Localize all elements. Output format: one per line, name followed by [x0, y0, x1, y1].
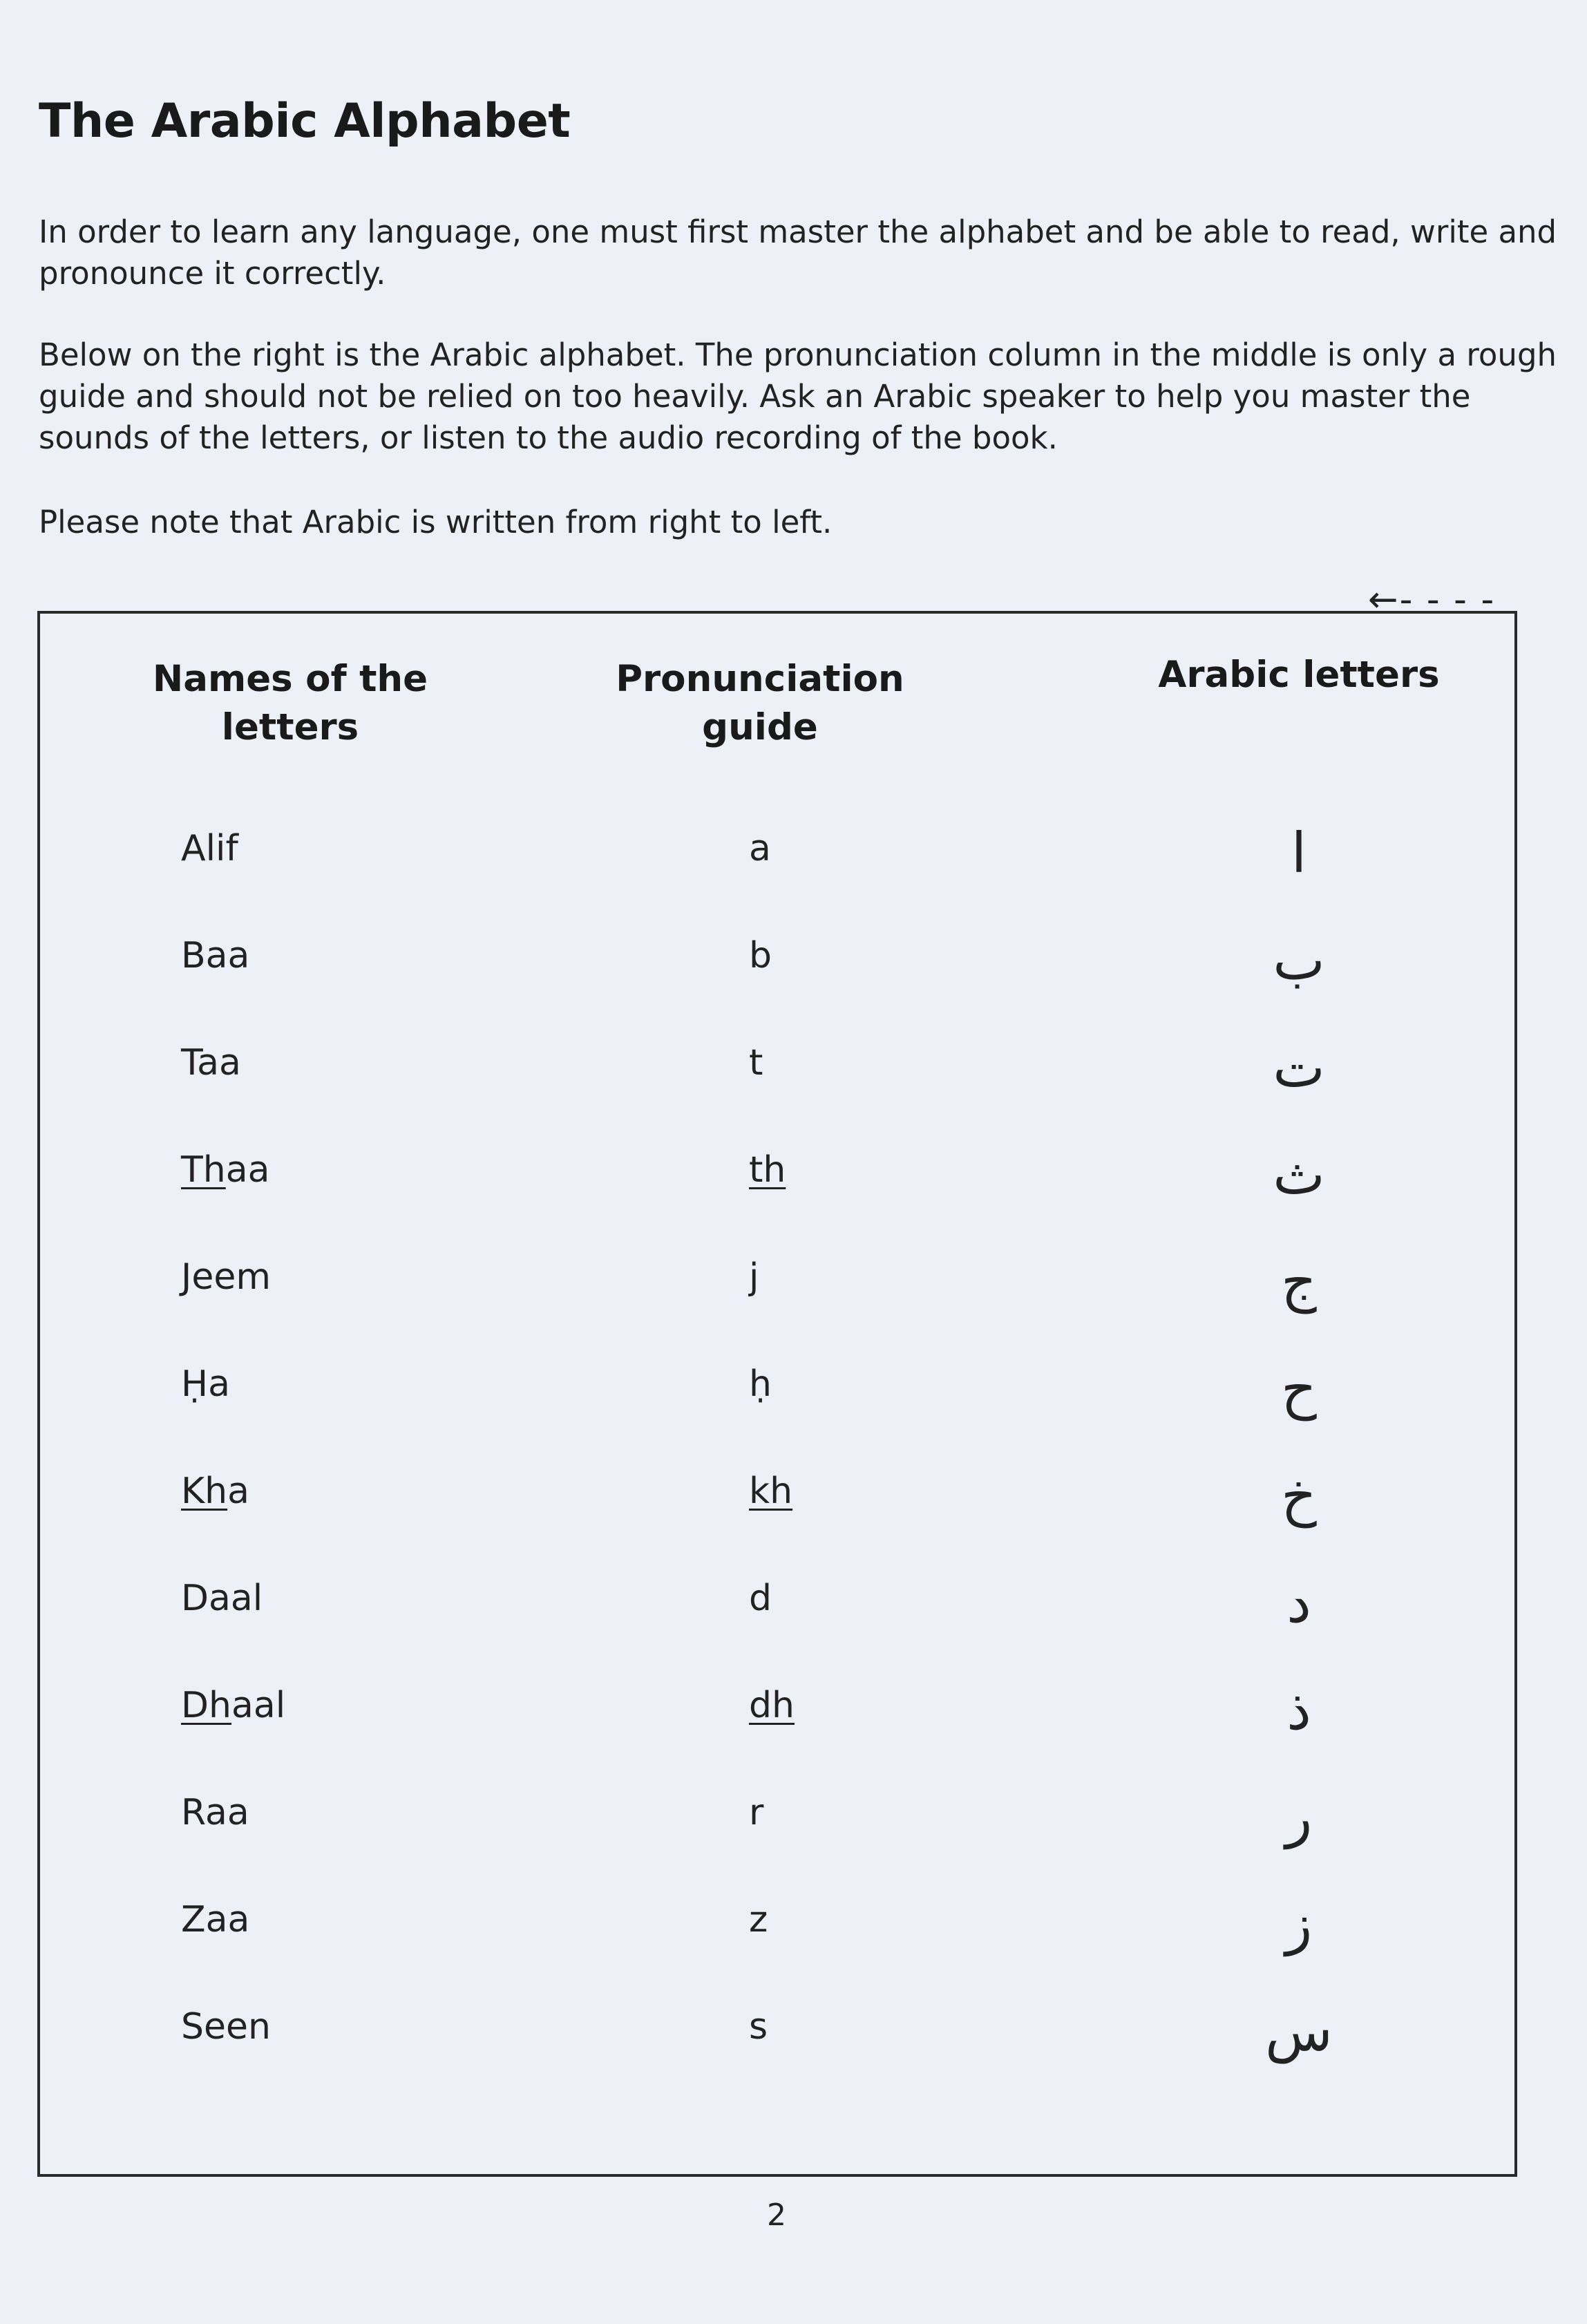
pronunciation-note-paragraph: Below on the right is the Arabic alphabet. The pronunciation column in the middle is only a rough guide and should not be relied on too heavily. Ask an Arabic speaker to help you master the sounds of the letters, or listen to the audio recording of the book.: [39, 337, 1557, 456]
letter-name: Raa: [181, 1792, 249, 1833]
pronunciation: j: [749, 1256, 759, 1298]
pronunciation: ḥ: [749, 1363, 772, 1405]
letter-name: Baa: [181, 935, 250, 976]
arabic-letter: ذ: [1286, 1678, 1311, 1742]
arabic-letter: ت: [1273, 1035, 1325, 1099]
letter-name: Seen: [181, 2006, 271, 2048]
pronunciation: a: [749, 828, 771, 869]
pronunciation: d: [749, 1578, 772, 1619]
arabic-letter: ا: [1291, 821, 1307, 885]
letter-name: Daal: [181, 1578, 263, 1619]
arabic-letter: ر: [1285, 1785, 1313, 1849]
pronunciation: r: [749, 1792, 764, 1833]
pronunciation: b: [749, 935, 772, 976]
arabic-letter: د: [1286, 1571, 1311, 1635]
header-pronunciation: Pronunciation guide: [616, 658, 904, 748]
direction-note-paragraph: Please note that Arabic is written from right to left.: [39, 504, 833, 540]
arabic-letter: ب: [1273, 928, 1325, 992]
page-title: The Arabic Alphabet: [39, 94, 571, 149]
letter-name: Taa: [181, 1042, 241, 1084]
arabic-letter: ث: [1273, 1142, 1325, 1207]
page-number: 2: [767, 2198, 786, 2233]
pronunciation: th: [749, 1149, 786, 1191]
intro-paragraph: In order to learn any language, one must first master the alphabet and be able to read, write and pronounce it correctly.: [39, 214, 1557, 292]
letter-name: Alif: [181, 828, 238, 869]
pronunciation: s: [749, 2006, 768, 2048]
header-arabic-letters: Arabic letters: [1158, 654, 1440, 696]
arabic-letter: خ: [1281, 1464, 1317, 1528]
pronunciation: dh: [749, 1685, 795, 1726]
header-names: Names of the letters: [152, 658, 428, 748]
right-to-left-arrow-icon: ←- - - -: [1368, 579, 1496, 621]
letter-name: Ḥa: [181, 1363, 230, 1405]
letter-name: Dhaal: [181, 1685, 286, 1726]
arabic-letter: س: [1265, 1999, 1333, 2063]
letter-name: Kha: [181, 1471, 249, 1512]
pronunciation: kh: [749, 1471, 793, 1512]
pronunciation: z: [749, 1899, 768, 1940]
letter-name: Zaa: [181, 1899, 250, 1940]
arabic-letter: ح: [1281, 1357, 1317, 1421]
letter-name: Thaa: [181, 1149, 270, 1191]
arabic-letter: ج: [1281, 1249, 1317, 1314]
letter-name: Jeem: [181, 1256, 271, 1298]
arabic-letter: ز: [1285, 1892, 1313, 1956]
pronunciation: t: [749, 1042, 763, 1084]
